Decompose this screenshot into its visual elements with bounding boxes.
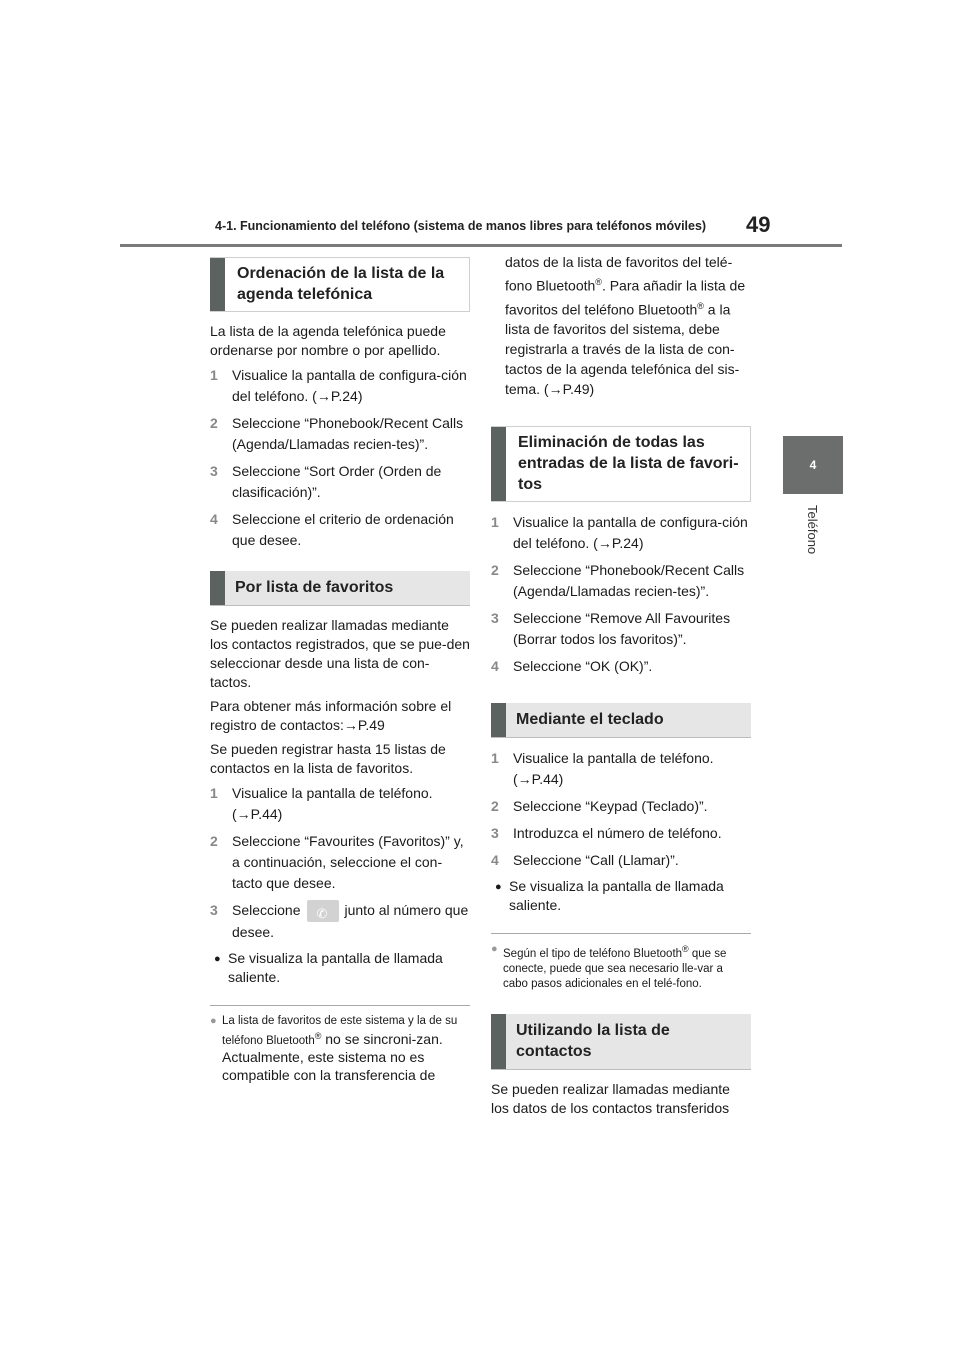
text-part: a la lista de favoritos del sistema, debe registrarla a través de la lista de con-tactos de la agenda telefónica del sis-tema. (→P.49) — [505, 301, 740, 398]
note-dot: ● — [491, 943, 498, 956]
step-item — [210, 461, 470, 503]
step-list — [491, 512, 751, 677]
paragraph: Para obtener más información sobre el registro de contactos:→P.49 — [210, 698, 452, 733]
chapter-number: 4 — [809, 458, 817, 472]
section-title: Por lista de favoritos — [235, 579, 394, 596]
bullet-dot: ● — [214, 953, 221, 966]
step-number: 1 — [491, 514, 499, 531]
step-number: 1 — [491, 750, 499, 767]
step-text: Seleccione “Call (Llamar)”. — [513, 852, 679, 869]
phone-icon: ✆ — [307, 900, 339, 922]
step-item — [210, 365, 470, 407]
note — [210, 1014, 470, 1085]
step-item — [491, 608, 751, 650]
step-text-post: junto al número que desee. — [232, 902, 469, 941]
step-item — [491, 850, 751, 871]
step-text: Seleccione “OK (OK)”. — [513, 658, 653, 675]
page-number: 49 — [746, 212, 771, 237]
right-column — [491, 252, 751, 1123]
step-number: 3 — [210, 902, 218, 918]
running-header: 4-1. Funcionamiento del teléfono (sistema de manos libres para teléfonos móviles) — [215, 219, 707, 233]
step-list — [491, 748, 751, 871]
note-divider — [210, 1005, 470, 1006]
section-header-contacts — [491, 1014, 751, 1070]
note — [491, 942, 751, 992]
section-header-delete — [491, 426, 751, 502]
step-item — [491, 656, 751, 677]
step-item — [491, 748, 751, 790]
note-text-b: que se conecte, puede que sea necesario lle-var a cabo pasos adicionales en el telé-fono. — [503, 948, 727, 991]
note-text-a: La lista de favoritos de este sistema y la de su teléfono Bluetooth — [222, 1015, 458, 1048]
section-title: Mediante el teclado — [516, 711, 664, 729]
step-list — [210, 783, 470, 943]
text-part: . Para añadir la lista de favoritos del teléfono Bluetooth — [505, 277, 746, 318]
registered-mark: ® — [314, 1031, 322, 1042]
bullet-text: Se visualiza la pantalla de llamada saliente. — [228, 950, 443, 986]
section-bar — [491, 1014, 506, 1069]
bullet-dot: ● — [495, 881, 502, 894]
note-divider — [491, 933, 751, 934]
step-number: 3 — [491, 610, 499, 627]
step-list — [210, 365, 470, 551]
bullet-item — [214, 949, 470, 987]
step-text: Seleccione “Phonebook/Recent Calls (Agenda/Llamadas recien-tes)”. — [232, 415, 464, 452]
step-text: Seleccione “Favourites (Favoritos)” y, a continuación, seleccione el con-tacto que desee. — [232, 833, 464, 891]
section-title: Ordenación de la lista de la agenda telefónica — [237, 265, 445, 303]
section-bar — [491, 427, 506, 501]
step-text-pre: Seleccione — [232, 902, 301, 918]
paragraph: Se pueden registrar hasta 15 listas de contactos en la lista de favoritos. — [210, 741, 446, 776]
step-text: Seleccione “Keypad (Teclado)”. — [513, 798, 708, 815]
section-title: Eliminación de todas las entradas de la lista de favori-tos — [518, 434, 739, 494]
bullet-text: Se visualiza la pantalla de llamada saliente. — [509, 878, 724, 914]
registered-mark: ® — [595, 277, 602, 287]
step-text: Visualice la pantalla de teléfono. (→P.44) — [513, 750, 714, 788]
step-text — [232, 900, 470, 943]
step-text: Seleccione el criterio de ordenación que desee. — [232, 511, 454, 548]
note-text-b: no se sincroni-zan. Actualmente, este sistema no es compatible con la transferencia de — [222, 1031, 443, 1084]
step-number: 2 — [210, 833, 218, 849]
step-number: 2 — [210, 415, 218, 431]
step-item — [491, 823, 751, 844]
step-number: 4 — [491, 852, 499, 869]
registered-mark: ® — [682, 944, 689, 955]
chapter-tab — [783, 436, 843, 494]
bullet-item — [495, 877, 751, 915]
section-bar — [210, 571, 225, 605]
step-text: Seleccione “Phonebook/Recent Calls (Agenda/Llamadas recien-tes)”. — [513, 562, 745, 600]
paragraph: La lista de la agenda telefónica puede ordenarse por nombre o por apellido. — [210, 323, 446, 358]
left-column — [210, 257, 470, 1085]
section-bar — [210, 258, 225, 311]
step-text: Seleccione “Remove All Favourites (Borrar todos los favoritos)”. — [513, 610, 731, 648]
step-item — [491, 560, 751, 602]
step-item — [210, 900, 470, 943]
step-number: 3 — [210, 463, 218, 479]
step-number: 1 — [210, 367, 218, 383]
section-header-keypad — [491, 703, 751, 738]
note-text-a: Según el tipo de teléfono Bluetooth — [503, 948, 683, 961]
header-rule — [120, 244, 842, 247]
note-text — [222, 1014, 470, 1085]
step-text: Visualice la pantalla de configura-ción del teléfono. (→P.24) — [232, 367, 467, 404]
chapter-label: Teléfono — [805, 505, 820, 555]
registered-mark: ® — [697, 300, 704, 311]
step-number: 4 — [491, 658, 499, 675]
step-number: 2 — [491, 798, 499, 815]
step-item — [491, 512, 751, 554]
paragraph: Se pueden realizar llamadas mediante los datos de los contactos transferidos — [491, 1081, 730, 1117]
step-item — [210, 783, 470, 825]
step-text: Visualice la pantalla de teléfono. (→P.44) — [232, 785, 433, 822]
step-item — [210, 509, 470, 551]
text-part: datos de la lista de favoritos del telé-fono Bluetooth — [505, 254, 733, 294]
step-number: 2 — [491, 562, 499, 579]
continued-paragraph — [491, 252, 751, 399]
section-title: Utilizando la lista de contactos — [516, 1022, 670, 1061]
paragraph: Se pueden realizar llamadas mediante los contactos registrados, que se pue-den seleccionar desde una lista de con-tactos. — [210, 617, 470, 690]
note-text — [503, 942, 751, 992]
section-header-sort — [210, 257, 470, 312]
step-text: Visualice la pantalla de configura-ción del teléfono. (→P.24) — [513, 514, 748, 552]
step-item — [210, 831, 470, 894]
step-number: 3 — [491, 825, 499, 842]
step-number: 4 — [210, 511, 218, 527]
step-item — [210, 413, 470, 455]
section-bar — [491, 703, 506, 737]
section-header-favourites — [210, 571, 470, 606]
note-dot: ● — [210, 1015, 217, 1028]
step-text: Seleccione “Sort Order (Orden de clasificación)”. — [232, 463, 442, 500]
step-item — [491, 796, 751, 817]
step-number: 1 — [210, 785, 218, 801]
step-text: Introduzca el número de teléfono. — [513, 825, 722, 842]
